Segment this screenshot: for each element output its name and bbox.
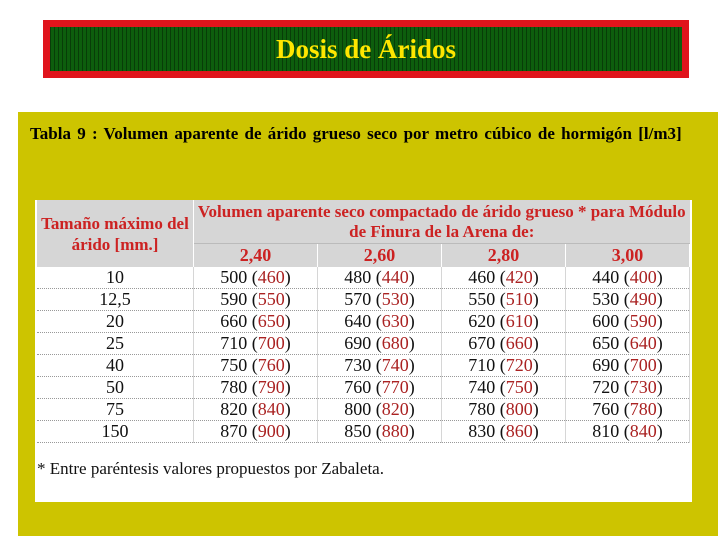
proposed-value: 550 bbox=[257, 289, 285, 309]
volume-value: 620 bbox=[468, 311, 496, 331]
size-cell: 50 bbox=[37, 377, 194, 399]
table-row bbox=[37, 333, 690, 355]
page-title: Dosis de Áridos bbox=[275, 33, 457, 64]
volume-cell: 710 (700) bbox=[194, 333, 318, 355]
table-row bbox=[37, 421, 690, 443]
volume-cell: 440 (400) bbox=[565, 267, 689, 289]
table-body bbox=[37, 267, 690, 443]
proposed-value: 590 bbox=[629, 311, 657, 331]
proposed-value: 680 bbox=[381, 333, 409, 353]
volume-value: 460 bbox=[468, 267, 496, 287]
volume-cell: 780 (800) bbox=[441, 399, 565, 421]
volume-cell: 760 (780) bbox=[565, 399, 689, 421]
volume-cell: 740 (750) bbox=[441, 377, 565, 399]
proposed-value: 650 bbox=[257, 311, 285, 331]
table-row bbox=[37, 399, 690, 421]
volume-value: 730 bbox=[344, 355, 372, 375]
volume-value: 740 bbox=[468, 377, 496, 397]
volume-value: 780 bbox=[468, 399, 496, 419]
volume-value: 530 bbox=[592, 289, 620, 309]
volume-cell: 720 (730) bbox=[565, 377, 689, 399]
proposed-value: 770 bbox=[381, 377, 409, 397]
volume-cell: 800 (820) bbox=[317, 399, 441, 421]
volume-group-header: Volumen aparente seco compactado de árido grueso * para Módulo de Finura de la Arena de: bbox=[194, 200, 690, 244]
volume-value: 760 bbox=[592, 399, 620, 419]
table-row bbox=[37, 311, 690, 333]
size-cell: 75 bbox=[37, 399, 194, 421]
column-header: 2,40 bbox=[194, 244, 318, 268]
proposed-value: 790 bbox=[257, 377, 285, 397]
volume-value: 480 bbox=[344, 267, 372, 287]
proposed-value: 730 bbox=[629, 377, 657, 397]
volume-value: 760 bbox=[344, 377, 372, 397]
volume-value: 570 bbox=[344, 289, 372, 309]
proposed-value: 800 bbox=[505, 399, 533, 419]
volume-cell: 750 (760) bbox=[194, 355, 318, 377]
volume-value: 870 bbox=[220, 421, 248, 441]
volume-value: 690 bbox=[592, 355, 620, 375]
volume-value: 850 bbox=[344, 421, 372, 441]
proposed-value: 640 bbox=[629, 333, 657, 353]
size-cell: 12,5 bbox=[37, 289, 194, 311]
table-row bbox=[37, 355, 690, 377]
size-cell: 10 bbox=[37, 267, 194, 289]
volume-value: 600 bbox=[592, 311, 620, 331]
volume-cell: 670 (660) bbox=[441, 333, 565, 355]
volume-cell: 640 (630) bbox=[317, 311, 441, 333]
size-column-header: Tamaño máximo del árido [mm.] bbox=[37, 200, 194, 267]
volume-value: 800 bbox=[344, 399, 372, 419]
volume-cell: 690 (700) bbox=[565, 355, 689, 377]
volume-value: 650 bbox=[592, 333, 620, 353]
table-caption: Tabla 9 : Volumen aparente de árido grueso seco por metro cúbico de hormigón [l/m3] bbox=[30, 124, 682, 143]
proposed-value: 780 bbox=[629, 399, 657, 419]
proposed-value: 860 bbox=[505, 421, 533, 441]
volume-cell: 600 (590) bbox=[565, 311, 689, 333]
proposed-value: 840 bbox=[629, 421, 657, 441]
proposed-value: 820 bbox=[381, 399, 409, 419]
size-cell: 40 bbox=[37, 355, 194, 377]
volume-cell: 780 (790) bbox=[194, 377, 318, 399]
volume-cell: 550 (510) bbox=[441, 289, 565, 311]
proposed-value: 740 bbox=[381, 355, 409, 375]
volume-value: 660 bbox=[220, 311, 248, 331]
volume-cell: 820 (840) bbox=[194, 399, 318, 421]
proposed-value: 530 bbox=[381, 289, 409, 309]
volume-value: 830 bbox=[468, 421, 496, 441]
volume-value: 820 bbox=[220, 399, 248, 419]
proposed-value: 400 bbox=[629, 267, 657, 287]
volume-cell: 620 (610) bbox=[441, 311, 565, 333]
volume-cell: 530 (490) bbox=[565, 289, 689, 311]
title-banner-inner bbox=[50, 27, 682, 71]
volume-value: 670 bbox=[468, 333, 496, 353]
table-image bbox=[35, 200, 692, 502]
volume-cell: 760 (770) bbox=[317, 377, 441, 399]
volume-value: 780 bbox=[220, 377, 248, 397]
volume-cell: 870 (900) bbox=[194, 421, 318, 443]
volume-cell: 650 (640) bbox=[565, 333, 689, 355]
proposed-value: 610 bbox=[505, 311, 533, 331]
volume-cell: 710 (720) bbox=[441, 355, 565, 377]
volume-cell: 480 (440) bbox=[317, 267, 441, 289]
table-footnote: * Entre paréntesis valores propuestos por Zabaleta. bbox=[37, 459, 384, 478]
volume-cell: 830 (860) bbox=[441, 421, 565, 443]
aggregate-volume-table bbox=[37, 200, 690, 443]
volume-value: 590 bbox=[220, 289, 248, 309]
volume-cell: 460 (420) bbox=[441, 267, 565, 289]
proposed-value: 840 bbox=[257, 399, 285, 419]
proposed-value: 880 bbox=[381, 421, 409, 441]
size-cell: 150 bbox=[37, 421, 194, 443]
proposed-value: 760 bbox=[257, 355, 285, 375]
table-row bbox=[37, 289, 690, 311]
proposed-value: 440 bbox=[381, 267, 409, 287]
volume-value: 810 bbox=[592, 421, 620, 441]
proposed-value: 460 bbox=[257, 267, 285, 287]
volume-value: 710 bbox=[468, 355, 496, 375]
volume-value: 550 bbox=[468, 289, 496, 309]
proposed-value: 490 bbox=[629, 289, 657, 309]
volume-value: 720 bbox=[592, 377, 620, 397]
volume-cell: 850 (880) bbox=[317, 421, 441, 443]
proposed-value: 700 bbox=[257, 333, 285, 353]
proposed-value: 420 bbox=[505, 267, 533, 287]
volume-value: 690 bbox=[344, 333, 372, 353]
volume-value: 500 bbox=[220, 267, 248, 287]
proposed-value: 510 bbox=[505, 289, 533, 309]
volume-value: 750 bbox=[220, 355, 248, 375]
volume-cell: 810 (840) bbox=[565, 421, 689, 443]
volume-value: 440 bbox=[592, 267, 620, 287]
size-cell: 20 bbox=[37, 311, 194, 333]
column-header: 3,00 bbox=[565, 244, 689, 268]
column-header: 2,60 bbox=[317, 244, 441, 268]
content-panel bbox=[18, 112, 718, 536]
volume-cell: 500 (460) bbox=[194, 267, 318, 289]
volume-cell: 570 (530) bbox=[317, 289, 441, 311]
table-row bbox=[37, 377, 690, 399]
proposed-value: 700 bbox=[629, 355, 657, 375]
column-header: 2,80 bbox=[441, 244, 565, 268]
volume-cell: 730 (740) bbox=[317, 355, 441, 377]
proposed-value: 750 bbox=[505, 377, 533, 397]
proposed-value: 660 bbox=[505, 333, 533, 353]
volume-cell: 660 (650) bbox=[194, 311, 318, 333]
proposed-value: 900 bbox=[257, 421, 285, 441]
size-cell: 25 bbox=[37, 333, 194, 355]
table-row bbox=[37, 267, 690, 289]
volume-value: 640 bbox=[344, 311, 372, 331]
volume-cell: 590 (550) bbox=[194, 289, 318, 311]
volume-value: 710 bbox=[220, 333, 248, 353]
proposed-value: 630 bbox=[381, 311, 409, 331]
title-banner bbox=[43, 20, 689, 78]
proposed-value: 720 bbox=[505, 355, 533, 375]
volume-cell: 690 (680) bbox=[317, 333, 441, 355]
